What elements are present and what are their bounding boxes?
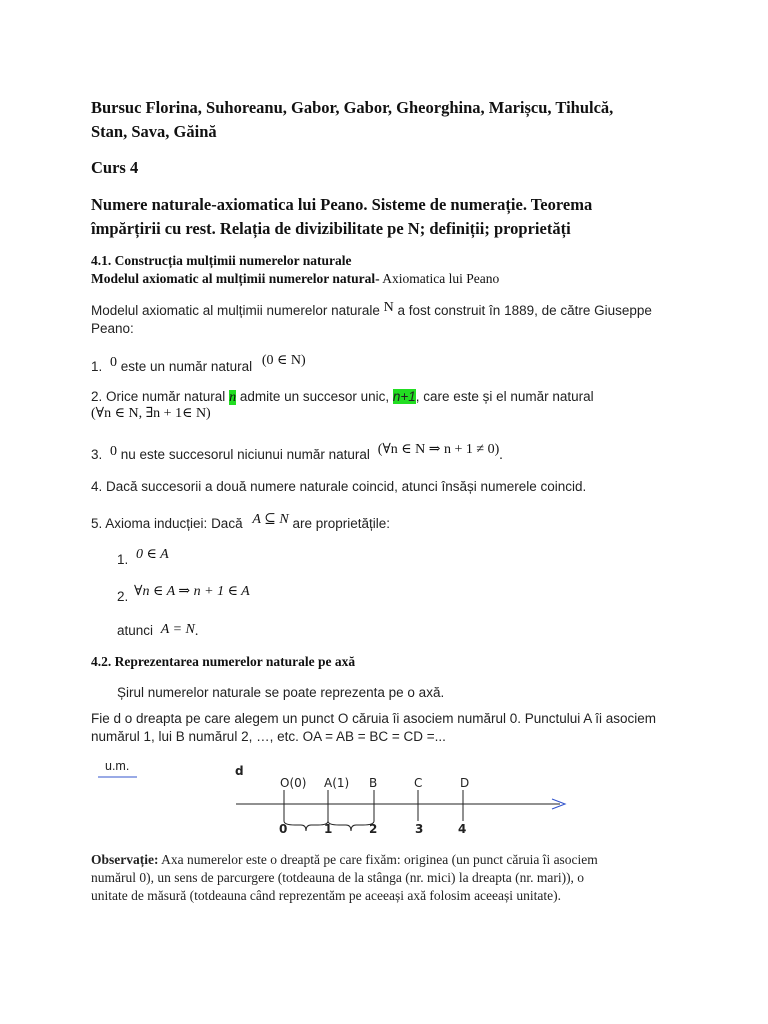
point-label-B: B [369,776,378,790]
axiom-5-conclusion [117,623,198,640]
property-1-number: 1. [117,552,129,567]
intro-text-2: a fost construit în 1889, de către Giuseppe [393,303,652,318]
subtitle-bold: Modelul axiomatic al mulțimii numerelor natural- [91,271,380,286]
authors [91,96,613,144]
axiom-1-formula: (0 ∈ N) [261,353,306,368]
tick-D [458,776,469,836]
axiom-5-property-2 [117,584,250,606]
axiom-5-property-1 [117,547,169,569]
axiom-2-mid: admite un succesor unic, [236,389,393,404]
section-4-2-line-1: Șirul numerelor naturale se poate reprezenta pe o axă. [117,685,445,700]
axiom-3-text: nu este succesorul niciunui număr natural [117,447,370,462]
conclusion-formula: A = N [160,622,195,637]
axiom-3-tail: . [499,448,503,463]
axiom-5-suffix: are proprietățile: [288,516,391,531]
authors-line-1: Bursuc Florina, Suhoreanu, Gabor, Gabor, Gheorghina, Marișcu, Tihulcă, [91,98,614,117]
line-label-d: d [235,764,244,778]
axiom-3 [91,442,503,464]
unit-label: u.m. [105,759,130,773]
unit-brace-2 [328,821,374,831]
observation-text-1: Axa numerelor este o dreaptă pe care fixăm: originea (un punct căruia îi asociem [158,852,598,867]
point-label-A: A(1) [324,776,350,790]
axiom-5-formula: A ⊆ N [252,512,289,527]
tick-O [279,776,306,836]
section-4-2-title: 4.2. Reprezentarea numerelor naturale pe axă [91,654,356,669]
tick-value-4: 4 [458,822,467,836]
axiom-1-text: este un număr natural [117,359,253,374]
number-axis-diagram [90,755,580,840]
observation-line-2: numărul 0), un sens de parcurgere (totdeauna de la stânga (nr. mici) la dreapta (nr. mari)), o [91,870,585,885]
axiom-4: 4. Dacă succesorii a două numere naturale coincid, atunci însăși numerele coincid. [91,479,587,494]
axiom-2-formula: (∀n ∈ N, ∃n + 1∈ N) [91,406,211,421]
section-4-1-subtitle [91,271,499,287]
tick-value-1: 1 [324,822,333,836]
axiom-3-symbol: 0 [110,444,118,459]
axiom-3-formula: (∀n ∈ N ⇒ n + 1 ≠ 0) [377,442,500,457]
observation [91,851,598,905]
tick-B [369,776,377,836]
axiom-2 [91,389,594,406]
axiom-2-suffix: , care este și el număr natural [415,389,594,404]
authors-line-2: Stan, Sava, Găină [91,122,217,141]
axiom-2-prefix: 2. Orice număr natural [91,389,230,404]
tick-A [324,776,349,836]
conclusion-tail: . [194,624,199,639]
observation-label: Observație: [91,852,159,867]
section-4-2-line-3: numărul 1, lui B numărul 2, …, etc. OA = AB = BC = CD =... [91,729,446,744]
axiom-1 [91,353,306,376]
axiom-1-symbol: 0 [110,355,118,370]
section-4-2-line-2: Fie d o dreapta pe care alegem un punct O căruia îi asociem numărul 0. Punctului A îi asociem [91,711,657,726]
tick-value-0: 0 [279,822,288,836]
lecture-heading [91,193,592,241]
section-4-1-title: 4.1. Construcția mulțimii numerelor naturale [91,253,352,268]
axiom-2-highlight-n-plus-1: n+1 [392,389,416,404]
unit-brace-1 [284,821,328,831]
subtitle-rest: Axiomatica lui Peano [379,271,500,286]
axiom-5-prefix: 5. Axioma inducției: Dacă [91,516,243,531]
point-label-D: D [460,776,470,790]
lecture-heading-line-2: împărțirii cu rest. Relația de divizibilitate pe N; definiții; proprietăți [91,219,571,238]
axiom-1-number: 1. [91,359,103,374]
tick-value-3: 3 [415,822,424,836]
conclusion-text: atunci [117,623,154,638]
property-2-formula: ∀n ∈ A ⇒ n + 1 ∈ A [134,584,250,599]
tick-C [414,776,423,836]
point-label-C: C [414,776,423,790]
lecture-heading-line-1: Numere naturale-axiomatica lui Peano. Sisteme de numerație. Teorema [91,195,593,214]
axiom-5 [91,512,391,533]
intro-line-2: Peano: [91,321,134,336]
intro-text: Modelul axiomatic al mulțimii numerelor naturale [91,303,380,318]
property-1-formula: 0 ∈ A [136,547,169,562]
course-title: Curs 4 [91,158,139,177]
intro-line-1 [91,300,652,320]
axiom-2-highlight-n: n [229,390,237,405]
point-label-O: O(0) [280,776,307,790]
set-n-symbol: N [383,300,394,315]
observation-line-3: unitate de măsură (totdeauna când reprezentăm pe aceeași axă folosim aceeași unitate). [91,888,562,903]
property-2-number: 2. [117,589,129,604]
axiom-3-number: 3. [91,447,103,462]
tick-value-2: 2 [369,822,378,836]
observation-line-1 [91,851,598,869]
